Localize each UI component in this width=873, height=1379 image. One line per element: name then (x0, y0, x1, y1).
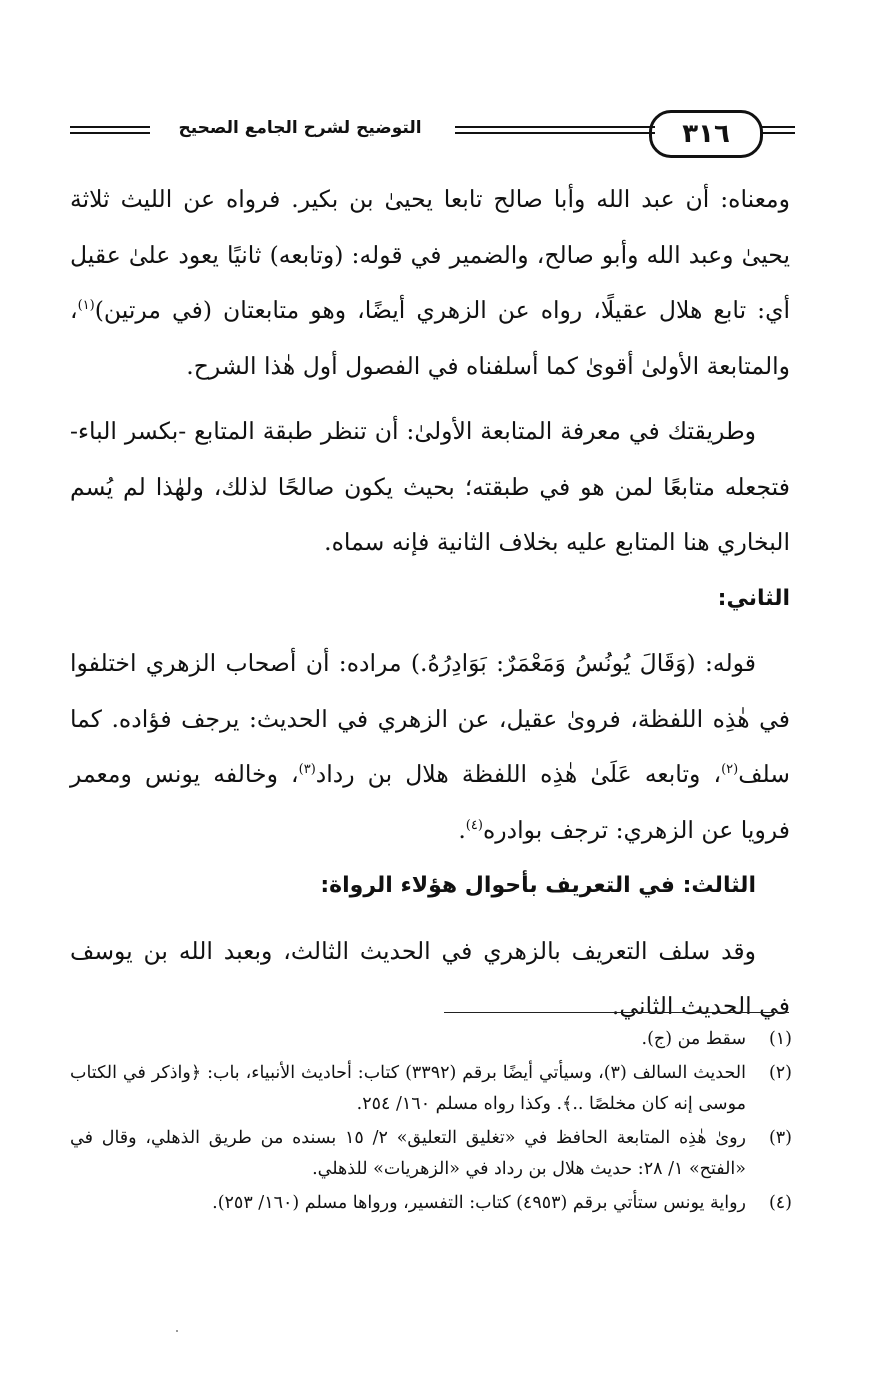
footnote-ref-1: (١) (77, 298, 95, 314)
paragraph-4: وقد سلف التعريف بالزهري في الحديث الثالث، وبعبد الله بن يوسف في الحديث الثاني. (70, 936, 790, 1020)
footnotes (70, 1024, 792, 1221)
footnote-ref-4: (٤) (465, 817, 483, 833)
paragraph-3 (70, 636, 790, 858)
paragraph-3-text-d: . (458, 815, 466, 844)
footnote-number: (١) (768, 1029, 792, 1049)
header-rule-right (761, 126, 795, 134)
footnote-number: (٣) (768, 1127, 792, 1148)
footnote-1 (70, 1024, 792, 1056)
footnote-text: سقط من (ج). (641, 1029, 746, 1049)
footnote-text: الحديث السالف (٣)، وسيأتي أيضًا برقم (٣٣٩٢) كتاب: أحاديث الأنبياء، باب: ﴿واذكر في الكتاب موسى إنه كان مخلصًا ..﴾. وكذا رواه مسلم ١٦٠/ ٢٥٤. (70, 1062, 746, 1114)
page-number-badge (649, 110, 763, 158)
book-title: التوضيح لشرح الجامع الصحيح (178, 118, 422, 138)
footnote-text: روىٰ هٰذِه المتابعة الحافظ في «تغليق التعليق» ٢/ ١٥ بسنده من طريق الذهلي، وقال في «الفتح» ١/ ٢٨: حديث هلال بن رداد في «الزهريات» للذهلي. (70, 1127, 746, 1179)
paragraph-3-text-b: ، وتابعه عَلَىٰ هٰذِه اللفظة هلال بن رداد (315, 760, 722, 788)
footnote-2 (70, 1058, 792, 1121)
footnote-separator (444, 1012, 789, 1013)
paragraph-3-text: قوله: (وَقَالَ يُونُسُ وَمَعْمَرٌ: بَوَادِرُهُ.) مراده: أن أصحاب الزهري اختلفوا في هٰذِه اللفظة، فروىٰ عقيل، عن الزهري في الحديث: يرجف فؤاده. كما سلف (70, 649, 790, 788)
paragraph-3-text-c: ، وخالفه يونس ومعمر فرويا عن الزهري: ترجف بوادره (70, 760, 790, 844)
paragraph-2: وطريقتك في معرفة المتابعة الأولىٰ: أن تنظر طبقة المتابع -بكسر الباء- فتجعله متابعًا لمن هو في طبقته؛ بحيث يكون صالحًا لذلك، ولهٰذا لم يُسم البخاري هنا المتابع عليه بخلاف الثانية فإنه سماه. (70, 417, 790, 556)
main-text (70, 172, 790, 1035)
header-rule-middle (455, 126, 655, 134)
footnote-4 (70, 1188, 792, 1220)
paragraph-1-text: ومعناه: أن عبد الله وأبا صالح تابعا يحيىٰ بن بكير. فرواه عن الليث ثلاثة يحيىٰ وعبد الله وأبو صالح، والضمير في قوله: (وتابعه) ثانيًا يعود علىٰ عقيل أي: تابع هلال عقيلًا، رواه عن الزهري أيضًا، وهو متابعتان (في مرتين) (70, 185, 790, 324)
footnote-number: (٢) (768, 1062, 792, 1083)
scan-speck (176, 1330, 178, 1332)
paragraph-1-text-end: ، والمتابعة الأولىٰ أقوىٰ كما أسلفناه في الفصول أول هٰذا الشرح. (70, 296, 790, 380)
page-header (70, 108, 795, 156)
footnote-3 (70, 1123, 792, 1186)
page-number: ٣١٦ (682, 119, 730, 149)
footnote-number: (٤) (768, 1192, 792, 1213)
header-rule-left (70, 126, 150, 134)
footnote-ref-2: (٢) (721, 762, 739, 778)
footnote-ref-3: (٣) (298, 762, 316, 778)
paragraph-1 (70, 172, 790, 394)
heading-second: الثاني: (717, 585, 790, 611)
heading-third: الثالث: في التعريف بأحوال هؤلاء الرواة: (320, 873, 756, 898)
footnote-text: رواية يونس ستأتي برقم (٤٩٥٣) كتاب: التفسير، ورواها مسلم (١٦٠/ ٢٥٣). (212, 1192, 746, 1213)
